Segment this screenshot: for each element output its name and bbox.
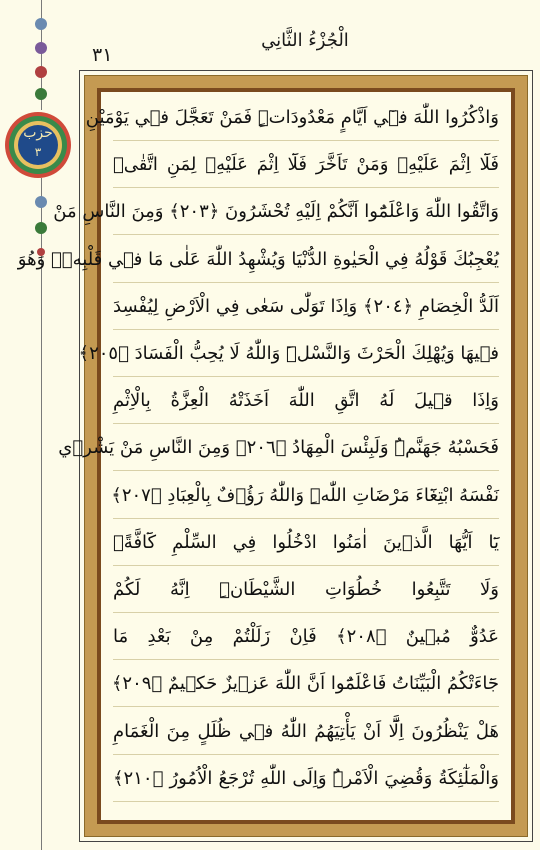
margin-ornament-icon <box>35 222 47 234</box>
margin-ornament-icon <box>35 42 47 54</box>
quran-line: ف۪يهَا وَيُهْلِكَ الْحَرْثَ وَالنَّسْلَۜ وَاللّٰهُ لَا يُحِبُّ الْفَسَادَ ﴿٢٠٥﴾ <box>78 343 499 364</box>
text-line-rule <box>113 706 499 707</box>
hizb-number: ٣ <box>34 145 42 159</box>
quran-line: وَلَا تَتَّبِعُوا خُطُوَاتِ الشَّيْطَانِۜ اِنَّهُ لَكُمْ <box>113 579 499 600</box>
quran-line: وَاتَّقُوا اللّٰهَ وَاعْلَمُٓوا اَنَّكُمْ اِلَيْهِ تُحْشَرُونَ ﴿٢٠٣﴾ وَمِنَ النَّاسِ مَنْ <box>53 201 499 223</box>
text-line-rule <box>113 423 499 424</box>
text-line-rule <box>113 470 499 471</box>
quran-line: وَاِذَا ق۪يلَ لَهُ اتَّقِ اللّٰهَ اَخَذَتْهُ الْعِزَّةُ بِالْاِثْمِ <box>113 390 499 412</box>
text-line-rule <box>113 234 499 235</box>
text-line-rule <box>113 282 499 283</box>
text-line-rule <box>113 659 499 660</box>
margin-ornament-icon <box>35 196 47 208</box>
text-line-rule <box>113 329 499 330</box>
text-line-rule <box>113 565 499 566</box>
text-line-rule <box>113 376 499 377</box>
text-line-rule <box>113 187 499 188</box>
margin-ornament-icon <box>35 88 47 100</box>
text-line-rule <box>113 518 499 519</box>
quran-line: جَٓاءَتْكُمُ الْبَيِّنَاتُ فَاعْلَمُٓوا اَنَّ اللّٰهَ عَز۪يزٌ حَك۪يمٌ ﴿٢٠٩﴾ <box>111 673 499 695</box>
text-line-rule <box>113 754 499 755</box>
quran-line: يَٓا اَيُّهَا الَّذ۪ينَ اٰمَنُوا ادْخُلُوا فِي السِّلْمِ كَٓافَّةًۖ <box>113 531 499 553</box>
page-number: ٣١ <box>92 44 113 66</box>
quran-line: فَلَٓا اِثْمَ عَلَيْهِۚ وَمَنْ تَاَخَّرَ فَلَٓا اِثْمَ عَلَيْهِۙ لِمَنِ اتَّقٰىۜ <box>113 154 499 176</box>
text-line-rule <box>113 801 499 802</box>
margin-ornament-icon <box>35 66 47 78</box>
text-line-rule <box>113 140 499 141</box>
quran-line: نَفْسَهُ ابْتِغَٓاءَ مَرْضَاتِ اللّٰهِۜ وَاللّٰهُ رَؤُ۫فٌ بِالْعِبَادِ ﴿٢٠٧﴾ <box>111 484 499 506</box>
quran-line: عَدُوٌّ مُب۪ينٌ ﴿٢٠٨﴾ فَاِنْ زَلَلْتُمْ مِنْ بَعْدِ مَا <box>113 626 499 648</box>
quran-line: يُعْجِبُكَ قَوْلُهُ فِي الْحَيٰوةِ الدُّنْيَا وَيُشْهِدُ اللّٰهَ عَلٰى مَا ف۪ي قَلْبِه۪ۙ وَهُوَ <box>17 248 499 270</box>
quran-line: وَالْمَلٰٓئِكَةُ وَقُضِيَ الْاَمْرُۜ وَاِلَى اللّٰهِ تُرْجَعُ الْاُمُورُ ﴿٢١٠﴾ <box>113 767 499 789</box>
margin-ornament-icon <box>35 18 47 30</box>
hizb-label: حزب <box>23 125 53 141</box>
margin-ornament-line-bottom <box>41 178 42 850</box>
quran-line: فَحَسْبُهُ جَهَنَّمُۜ وَلَبِئْسَ الْمِهَادُ ﴿٢٠٦﴾ وَمِنَ النَّاسِ مَنْ يَشْر۪ي <box>58 437 499 459</box>
quran-line: هَلْ يَنْظُرُونَ اِلَّٓا اَنْ يَأْتِيَهُمُ اللّٰهُ ف۪ي ظُلَلٍ مِنَ الْغَمَامِ <box>113 720 499 742</box>
juz-title: الْجُزْءُ الثَّانِي <box>261 30 349 51</box>
quran-line: وَاذْكُرُوا اللّٰهَ ف۪ٓي اَيَّامٍ مَعْدُودَاتٍۜ فَمَنْ تَعَجَّلَ ف۪ي يَوْمَيْنِ <box>85 107 499 128</box>
quran-line: اَلَدُّ الْخِصَامِ ﴿٢٠٤﴾ وَاِذَا تَوَلّٰى سَعٰى فِي الْاَرْضِ لِيُفْسِدَ <box>113 295 499 317</box>
text-line-rule <box>113 612 499 613</box>
